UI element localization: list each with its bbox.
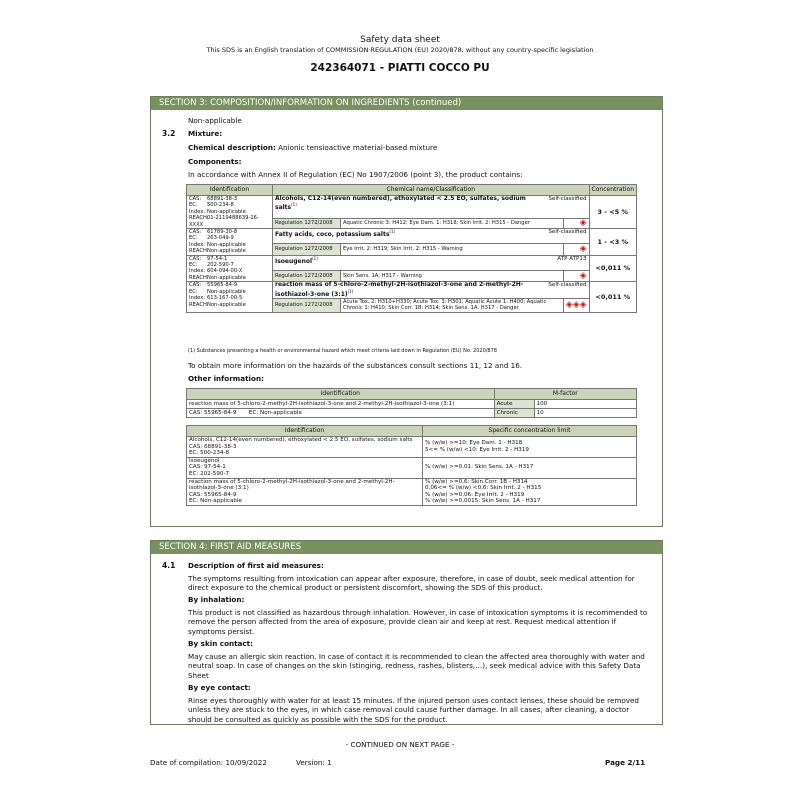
component-name-cell xyxy=(273,282,590,299)
scl-limits xyxy=(423,437,637,458)
identifier-line xyxy=(189,215,270,228)
inhalation-text: This product is not classified as hazardous through inhalation. However, in case of intoxication symptoms it is recommended to remove the person affected from the area of exposure, provide clean air and keep at rest. Request medical attention if symptoms persist. xyxy=(188,608,648,636)
chem-desc-value: Anionic tensioactive material-based mixture xyxy=(278,143,438,152)
component-name-cell xyxy=(273,255,590,270)
scl-limit-line: % (w/w) >=0,06: Eye Irrit. 2 - H319 xyxy=(425,491,525,498)
identifier-value: 202-590-7 xyxy=(207,262,234,269)
skin-contact-heading: By skin contact: xyxy=(188,639,253,648)
component-row xyxy=(187,255,637,270)
identifier-key: EC: xyxy=(189,235,198,242)
scl-identification xyxy=(187,437,423,458)
document-subtitle: This SDS is an English translation of COMMISSION REGULATION (EU) 2020/878, without any country-specific legislation xyxy=(206,46,594,54)
component-name: Fatty acids, coco, potassium salts xyxy=(275,230,390,238)
scl-limit-line: 0,06<= % (w/w) <0,6: Skin Irrit. 2 - H315 xyxy=(425,485,542,492)
continued-notice: - CONTINUED ON NEXT PAGE - xyxy=(345,740,455,749)
version: Version: 1 xyxy=(296,758,332,767)
col-identification: Identification xyxy=(187,185,273,196)
identifier-value: Non-applicable xyxy=(207,288,246,295)
scl-limit-line: % (w/w) >=0,6: Skin Corr. 1B - H314 xyxy=(425,478,528,485)
mf-substance-ids xyxy=(187,409,495,418)
identifier-value: 604-094-00-X xyxy=(207,268,243,275)
ghs-pictogram-icon: ◈◈◈ xyxy=(563,298,589,312)
identifier-key: REACH: xyxy=(189,248,209,255)
scl-identification-line: EC: Non-applicable xyxy=(189,498,242,505)
chemical-description xyxy=(188,143,437,152)
component-concentration: 1 - <3 % xyxy=(589,229,636,256)
skin-contact-text: May cause an allergic skin reaction. In case of contact it is recommended to clean the affected area thoroughly with water and neutral soap. In case of changes on the skin (stinging, redness, rashes, blisters,…), seek medical advice with this Safety Data Sheet xyxy=(188,652,645,680)
scl-limit-line: 5<= % (w/w) <10: Eye Irrit. 2 - H319 xyxy=(425,446,529,453)
col-concentration: Concentration xyxy=(589,185,636,196)
scl-row xyxy=(187,437,637,458)
scl-limits xyxy=(423,478,637,505)
component-identifiers xyxy=(187,282,273,312)
scl-limit-line: % (w/w) >=0,01: Skin Sens. 1A - H317 xyxy=(425,464,534,471)
scl-col-limit: Specific concentration limit xyxy=(423,426,637,437)
component-name: reaction mass of 5-chloro-2-methyl-2H-isothiazol-3-one and 2-methyl-2H-isothiazol-3-one (3:1) xyxy=(275,281,524,298)
footnote-marker: (1) xyxy=(291,202,297,208)
identifier-key: CAS: xyxy=(189,229,202,236)
scl-identification-line: reaction mass of 5-chloro-2-methyl-2H-isothiazol-3-one and 2-methyl-2H-isothiazol-3-one (3:1) xyxy=(189,478,395,492)
identifier-key: Index: xyxy=(189,208,206,215)
identifier-value: 500-234-8 xyxy=(207,202,234,209)
regulation-label: Regulation 1272/2008 xyxy=(273,298,341,312)
identifier-key: EC: xyxy=(189,262,198,269)
document-title: Safety data sheet xyxy=(360,35,440,45)
identifier-value: Non-applicable xyxy=(207,274,246,281)
component-concentration: <0,011 % xyxy=(589,255,636,282)
mf-cas: CAS: 55965-84-9 xyxy=(189,410,237,416)
regulation-label: Regulation 1272/2008 xyxy=(273,218,341,228)
identifier-value: 01-2119488639-16-XXXX xyxy=(189,215,259,228)
identifier-line xyxy=(189,248,270,254)
compilation-date: Date of compilation: 10/09/2022 xyxy=(150,758,267,767)
scl-identification xyxy=(187,457,423,478)
scl-limit-line: % (w/w) >=0,0015: Skin Sens. 1A - H317 xyxy=(425,498,541,505)
component-name: Isoeugenol xyxy=(275,257,313,265)
identifier-key: Index: xyxy=(189,241,206,248)
first-aid-intro: The symptoms resulting from intoxication can appear after exposure, therefore, in case of doubt, seek medical attention for direct exposure to the chemical product or persistent discomfort, showing the SDS of this product. xyxy=(188,574,635,593)
identifier-key: CAS: xyxy=(189,255,202,262)
identifier-key: REACH: xyxy=(189,274,209,281)
mf-chronic-label: Chronic xyxy=(494,409,534,418)
section3-title: SECTION 3: COMPOSITION/INFORMATION ON INGREDIENTS (continued) xyxy=(151,97,662,110)
components-heading: Components: xyxy=(188,157,242,166)
component-identifiers xyxy=(187,255,273,282)
substance-footnote: (1) Substances presenting a health or environmental hazard which meet criteria laid down in Regulation (EU) No. 2020/878 xyxy=(188,348,497,354)
footnote-marker: (1) xyxy=(389,229,396,235)
section-number-4-1: 4.1 xyxy=(162,561,176,570)
identifier-value: Non-applicable xyxy=(207,241,246,248)
eye-contact-text: Rinse eyes thoroughly with water for at least 15 minutes. If the injured person uses contact lenses, these should be removed unless they are stuck to the eyes, in which case removal could cause further damage. In all cases, after cleaning, a doctor should be consulted as quickly as possible with the SDS for the product. xyxy=(188,696,639,724)
classification-source: Self-classified xyxy=(548,282,587,289)
eye-contact-heading: By eye contact: xyxy=(188,683,251,692)
classification-source: Self-classified xyxy=(548,196,587,202)
scl-identification-line: EC: 202-590-7 xyxy=(189,470,230,477)
m-factor-table xyxy=(186,388,637,418)
component-identifiers xyxy=(187,196,273,229)
scl-identification-line: CAS: 68891-38-3 xyxy=(189,443,237,450)
component-name-cell xyxy=(273,229,590,244)
specific-concentration-table xyxy=(186,425,637,506)
hazard-statements: Acute Tox. 2: H310+H330; Acute Tox. 3: H301; Aquatic Acute 1: H400; Aquatic Chronic 1: H410; Skin Corr. 1B: H314; Skin Sens. 1A: H317 - Danger xyxy=(341,298,564,312)
identifier-key: CAS: xyxy=(189,196,202,202)
scl-identification-line: Alcohols, C12-14(even numbered), ethoxylated < 2.5 EO, sulfates, sodium salts xyxy=(189,437,413,443)
component-row xyxy=(187,229,637,244)
components-table xyxy=(186,184,637,313)
regulation-label: Regulation 1272/2008 xyxy=(273,244,341,255)
component-row xyxy=(187,196,637,219)
identifier-key: Index: xyxy=(189,268,206,275)
mf-acute-value: 100 xyxy=(534,400,636,409)
identifier-key: REACH: xyxy=(189,215,209,222)
identifier-key: EC: xyxy=(189,202,198,209)
other-info-heading: Other information: xyxy=(188,374,264,383)
mf-ec: EC: Non-applicable xyxy=(248,410,302,416)
col-chemical-name: Chemical name/Classification xyxy=(273,185,590,196)
ghs-pictogram-icon: ◈ xyxy=(563,244,589,255)
regulation-label: Regulation 1272/2008 xyxy=(273,271,341,282)
scl-identification-line: CAS: 97-54-1 xyxy=(189,464,226,471)
mf-acute-label: Acute xyxy=(494,400,534,409)
identifier-line xyxy=(189,302,270,308)
components-intro: In accordance with Annex II of Regulation (EC) No 1907/2006 (point 3), the product contains: xyxy=(188,170,523,179)
component-row xyxy=(187,282,637,299)
footnote-marker: (1) xyxy=(347,288,354,294)
mf-substance-name: reaction mass of 5-chloro-2-methyl-2H-isothiazol-3-one and 2-methyl-2H-isothiazol-3-one (3:1) xyxy=(187,400,495,409)
identifier-value: 613-167-00-5 xyxy=(207,295,243,302)
hazard-statements: Aquatic Chronic 3: H412; Eye Dam. 1: H318; Skin Irrit. 2: H315 - Danger xyxy=(341,218,564,228)
ghs-pictogram-icon: ◈ xyxy=(563,218,589,228)
section-number-3-2: 3.2 xyxy=(162,129,176,138)
scl-row xyxy=(187,457,637,478)
mf-col-identification: Identification xyxy=(187,389,495,400)
ghs-pictogram-icon: ◈ xyxy=(563,271,589,282)
mf-chronic-value: 10 xyxy=(534,409,636,418)
more-info-text: To obtain more information on the hazards of the substances consult sections 11, 12 and 16. xyxy=(188,361,523,370)
page-number: Page 2/11 xyxy=(605,758,646,767)
identifier-key: CAS: xyxy=(189,282,202,289)
scl-limit-line: % (w/w) >=10: Eye Dam. 1 - H318 xyxy=(425,440,523,447)
identifier-value: Non-applicable xyxy=(207,248,246,255)
identifier-line xyxy=(189,275,270,281)
mf-col-mfactor: M-factor xyxy=(494,389,636,400)
mixture-heading: Mixture: xyxy=(188,129,223,138)
identifier-value: Non-applicable xyxy=(207,301,246,308)
identifier-value: Non-applicable xyxy=(207,208,246,215)
classification-source: Self-classified xyxy=(548,229,587,236)
identifier-value: 97-54-1 xyxy=(207,255,228,262)
component-concentration: 3 - <5 % xyxy=(589,196,636,229)
scl-identification-line: Isoeugenol xyxy=(189,457,220,464)
identifier-value: 55965-84-9 xyxy=(207,282,238,289)
component-concentration: <0,011 % xyxy=(589,282,636,312)
chem-desc-label: Chemical description: xyxy=(188,143,276,152)
hazard-statements: Skin Sens. 1A: H317 - Warning xyxy=(341,271,564,282)
scl-col-identification: Identification xyxy=(187,426,423,437)
scl-identification-line: EC: 500-234-8 xyxy=(189,450,230,457)
product-name: 242364071 - PIATTI COCCO PU xyxy=(310,62,490,74)
component-identifiers xyxy=(187,229,273,256)
non-applicable-text: Non-applicable xyxy=(188,116,242,125)
identifier-key: EC: xyxy=(189,288,198,295)
scl-limits xyxy=(423,457,637,478)
scl-identification-line: CAS: 55965-84-9 xyxy=(189,491,237,498)
identifier-value: 263-049-9 xyxy=(207,235,234,242)
section4-title: SECTION 4: FIRST AID MEASURES xyxy=(151,541,662,554)
classification-source: ATP ATP13 xyxy=(557,255,587,262)
component-name-cell xyxy=(273,196,590,219)
identifier-key: Index: xyxy=(189,295,206,302)
footnote-marker: (1) xyxy=(312,255,318,261)
identifier-value: 61789-30-8 xyxy=(207,229,238,236)
component-name: Alcohols, C12-14(even numbered), ethoxylated < 2.5 EO, sulfates, sodium salts xyxy=(275,195,526,212)
scl-row xyxy=(187,478,637,505)
first-aid-heading: Description of first aid measures: xyxy=(188,561,324,570)
identifier-value: 68891-38-3 xyxy=(207,196,238,202)
hazard-statements: Eye Irrit. 2: H319; Skin Irrit. 2: H315 - Warning xyxy=(341,244,564,255)
scl-identification xyxy=(187,478,423,505)
identifier-key: REACH: xyxy=(189,301,209,308)
inhalation-heading: By inhalation: xyxy=(188,595,245,604)
